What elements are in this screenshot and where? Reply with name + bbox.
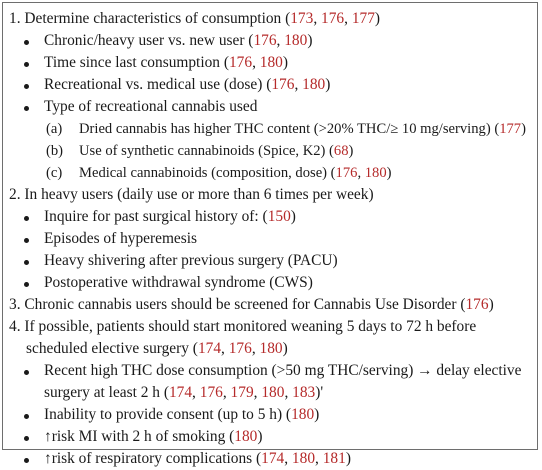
- sub-text: Use of synthetic cannabinoids (Spice, K2) (: [79, 143, 334, 159]
- sub-item: (c) Medical cannabinoids (composition, dose) (176, 180): [9, 162, 531, 184]
- citation-link[interactable]: 176: [228, 340, 252, 357]
- citation-link[interactable]: 176: [465, 296, 489, 313]
- bullet-icon: [24, 414, 29, 419]
- citation-link[interactable]: 174: [168, 384, 193, 401]
- bullet-item: ↑risk MI with 2 h of smoking (180): [9, 426, 531, 448]
- citation-link[interactable]: 176: [228, 54, 253, 71]
- citation-link[interactable]: 179: [230, 384, 254, 401]
- bullet-icon: [24, 106, 29, 111]
- item-text: Determine characteristics of consumption (: [24, 10, 291, 27]
- bullet-icon: [24, 40, 29, 45]
- citation-link[interactable]: 176: [335, 165, 358, 181]
- bullet-item: [9, 272, 531, 294]
- citation-link[interactable]: 180: [284, 32, 308, 49]
- citation-link[interactable]: 181: [322, 450, 346, 467]
- citation-link[interactable]: 183: [292, 384, 316, 401]
- bullet-text: surgery at least 2 h (: [44, 384, 169, 401]
- bullet-item: [9, 250, 531, 272]
- sub-label: (b): [46, 143, 64, 159]
- bullet-item: [9, 228, 531, 250]
- sub-text: Medical cannabinoids (composition, dose) (: [79, 165, 336, 181]
- citation-link[interactable]: 180: [364, 165, 387, 181]
- item-text: Chronic cannabis users should be screened for Cannabis Use Disorder (: [24, 296, 466, 313]
- citation-link[interactable]: 180: [234, 428, 258, 445]
- bullet-item: Inquire for past surgical history of: (150): [9, 206, 531, 228]
- bullet-text: Episodes of hyperemesis: [44, 230, 198, 247]
- citation-link[interactable]: 174: [197, 340, 222, 357]
- bullet-item: [9, 360, 531, 382]
- bullet-text: Postoperative withdrawal syndrome (CWS): [44, 274, 313, 291]
- bullet-suffix: )': [315, 384, 324, 401]
- bullet-icon: [24, 436, 29, 441]
- bullet-item: [9, 96, 531, 118]
- citation-link[interactable]: 176: [253, 32, 277, 49]
- bullet-icon: [24, 62, 29, 67]
- bullet-icon: [24, 216, 29, 221]
- item-1: 1. Determine characteristics of consumption (173, 176, 177): [9, 10, 381, 27]
- sub-text: Dried cannabis has higher THC content (>20% THC/≥ 10 mg/serving) (: [79, 121, 500, 137]
- item-number: 1.: [9, 10, 21, 27]
- citation-link[interactable]: 180: [259, 340, 283, 357]
- bullet-item: Inability to provide consent (up to 5 h) (180): [9, 404, 531, 426]
- bullet-text: Recreational vs. medical use (dose) (: [44, 76, 272, 93]
- sub-item: (b) Use of synthetic cannabinoids (Spice, K2) (68): [9, 140, 531, 162]
- bullet-text: ↑risk MI with 2 h of smoking (: [44, 428, 235, 445]
- citation-link[interactable]: 150: [267, 208, 291, 225]
- bullet-text: Chronic/heavy user vs. new user (: [44, 32, 254, 49]
- bullet-continuation: surgery at least 2 h (174, 176, 179, 180, 183)': [44, 384, 324, 401]
- bullet-icon: [24, 260, 29, 265]
- bullet-icon: [24, 84, 29, 89]
- citation-link[interactable]: 176: [199, 384, 223, 401]
- bullet-text: Inquire for past surgical history of: (: [44, 208, 268, 225]
- sub-label: (c): [46, 165, 63, 181]
- item-3: 3. Chronic cannabis users should be screened for Cannabis Use Disorder (176): [9, 296, 494, 313]
- citation-link[interactable]: 177: [351, 10, 375, 27]
- bullet-icon: [24, 370, 29, 375]
- citation-link[interactable]: 180: [261, 384, 285, 401]
- item-4: [9, 316, 531, 338]
- citation-link[interactable]: 177: [499, 121, 522, 137]
- bullet-text: Type of recreational cannabis used: [44, 98, 258, 115]
- item-2: [9, 184, 531, 206]
- bullet-text: Inability to provide consent (up to 5 h) (: [44, 406, 292, 423]
- citation-link[interactable]: 174: [261, 450, 285, 467]
- bullet-item: ↑risk of respiratory complications (174, 180, 181): [9, 448, 531, 470]
- item-text: In heavy users (daily use or more than 6 times per week): [24, 186, 374, 203]
- bullet-text: Heavy shivering after previous surgery (PACU): [44, 252, 338, 269]
- citation-link[interactable]: 180: [291, 406, 315, 423]
- bullet-item: Chronic/heavy user vs. new user (176, 180): [9, 30, 531, 52]
- bullet-text: ↑risk of respiratory complications (: [44, 450, 262, 467]
- item-number: 3.: [9, 296, 21, 313]
- sub-label: (a): [46, 121, 63, 137]
- item-4-continuation: scheduled elective surgery (174, 176, 180): [26, 340, 288, 357]
- item-number: 2.: [9, 186, 21, 203]
- item-text: If possible, patients should start monitored weaning 5 days to 72 h before: [24, 318, 477, 335]
- table-frame: [2, 2, 538, 467]
- citation-link[interactable]: 173: [290, 10, 314, 27]
- item-number: 4.: [9, 318, 21, 335]
- citation-link[interactable]: 68: [333, 143, 349, 159]
- bullet-icon: [24, 282, 29, 287]
- citation-link[interactable]: 180: [302, 76, 326, 93]
- bullet-item: Time since last consumption (176, 180): [9, 52, 531, 74]
- bullet-text: Recent high THC dose consumption (>50 mg THC/serving) → delay elective: [44, 362, 522, 379]
- citation-link[interactable]: 180: [291, 450, 316, 467]
- bullet-item: Recreational vs. medical use (dose) (176, 180): [9, 74, 531, 96]
- bullet-text: Time since last consumption (: [44, 54, 229, 71]
- citation-link[interactable]: 176: [321, 10, 345, 27]
- citation-link[interactable]: 180: [259, 54, 283, 71]
- citation-link[interactable]: 176: [271, 76, 295, 93]
- bullet-icon: [24, 458, 29, 463]
- item-text: scheduled elective surgery (: [26, 340, 198, 357]
- sub-item: (a) Dried cannabis has higher THC content (>20% THC/≥ 10 mg/serving) (177): [9, 118, 531, 140]
- bullet-icon: [24, 238, 29, 243]
- recommendation-list: [9, 8, 531, 470]
